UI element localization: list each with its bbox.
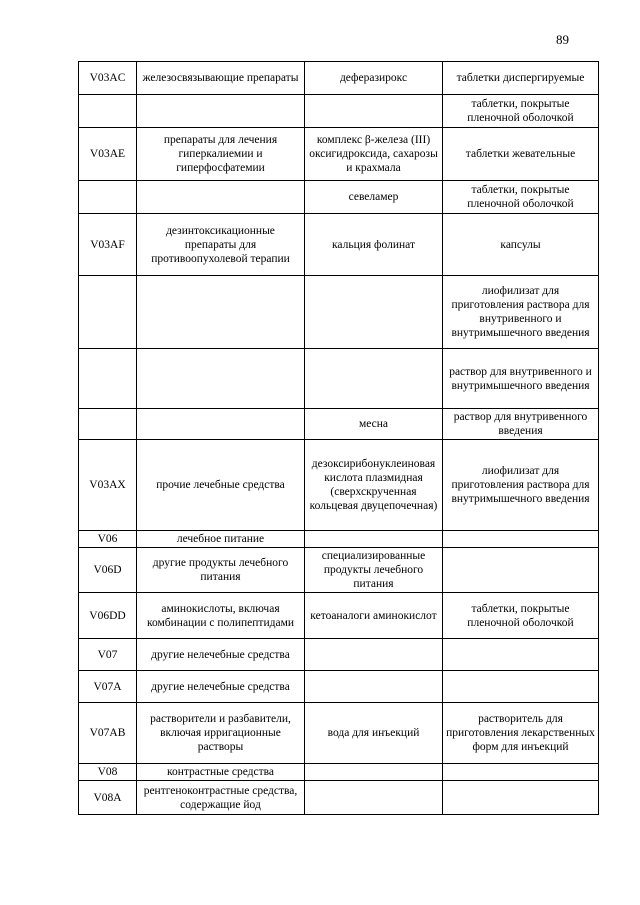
group-cell: дезинтоксикационные препараты для противоопухолевой терапии xyxy=(137,214,305,276)
atc-code-cell: V03AX xyxy=(79,440,137,531)
substance-cell: комплекс β-железа (III) оксигидроксида, сахарозы и крахмала xyxy=(305,128,443,181)
table-row xyxy=(79,639,599,671)
table-row xyxy=(79,531,599,548)
atc-code-cell: V06D xyxy=(79,548,137,593)
table-row xyxy=(79,593,599,639)
substance-cell: кальция фолинат xyxy=(305,214,443,276)
atc-code-cell xyxy=(79,349,137,409)
substance-cell xyxy=(305,781,443,815)
group-cell: другие нелечебные средства xyxy=(137,671,305,703)
table-row xyxy=(79,703,599,764)
table-row xyxy=(79,214,599,276)
atc-code-cell: V03AF xyxy=(79,214,137,276)
drug-classification-table xyxy=(78,61,599,815)
substance-cell xyxy=(305,349,443,409)
atc-code-cell xyxy=(79,95,137,128)
substance-cell: севеламер xyxy=(305,181,443,214)
dosage-form-cell xyxy=(443,531,599,548)
atc-code-cell: V03AE xyxy=(79,128,137,181)
group-cell xyxy=(137,95,305,128)
substance-cell: деферазирокс xyxy=(305,62,443,95)
dosage-form-cell xyxy=(443,671,599,703)
dosage-form-cell: лиофилизат для приготовления раствора для внутримышечного введения xyxy=(443,440,599,531)
dosage-form-cell: раствор для внутривенного и внутримышечного введения xyxy=(443,349,599,409)
group-cell: аминокислоты, включая комбинации с полипептидами xyxy=(137,593,305,639)
substance-cell: специализированные продукты лечебного питания xyxy=(305,548,443,593)
dosage-form-cell: раствор для внутривенного введения xyxy=(443,409,599,440)
group-cell xyxy=(137,276,305,349)
atc-code-cell: V08A xyxy=(79,781,137,815)
substance-cell xyxy=(305,95,443,128)
page-number: 89 xyxy=(556,32,569,47)
substance-cell xyxy=(305,764,443,781)
table-row xyxy=(79,349,599,409)
substance-cell xyxy=(305,276,443,349)
group-cell: контрастные средства xyxy=(137,764,305,781)
table-row xyxy=(79,548,599,593)
table-row xyxy=(79,181,599,214)
group-cell: лечебное питание xyxy=(137,531,305,548)
dosage-form-cell: таблетки жевательные xyxy=(443,128,599,181)
group-cell: железосвязывающие препараты xyxy=(137,62,305,95)
dosage-form-cell xyxy=(443,764,599,781)
table-row xyxy=(79,440,599,531)
dosage-form-cell: таблетки, покрытые пленочной оболочкой xyxy=(443,95,599,128)
substance-cell: месна xyxy=(305,409,443,440)
atc-code-cell: V07 xyxy=(79,639,137,671)
atc-code-cell: V03AC xyxy=(79,62,137,95)
group-cell: другие продукты лечебного питания xyxy=(137,548,305,593)
dosage-form-cell xyxy=(443,639,599,671)
dosage-form-cell: капсулы xyxy=(443,214,599,276)
group-cell: другие нелечебные средства xyxy=(137,639,305,671)
group-cell xyxy=(137,349,305,409)
dosage-form-cell: таблетки, покрытые пленочной оболочкой xyxy=(443,593,599,639)
table-row xyxy=(79,409,599,440)
atc-code-cell: V08 xyxy=(79,764,137,781)
group-cell xyxy=(137,181,305,214)
substance-cell: дезоксирибонуклеиновая кислота плазмидная (сверхскрученная кольцевая двуцепочечная) xyxy=(305,440,443,531)
dosage-form-cell: таблетки, покрытые пленочной оболочкой xyxy=(443,181,599,214)
dosage-form-cell: таблетки диспергируемые xyxy=(443,62,599,95)
substance-cell xyxy=(305,531,443,548)
atc-code-cell xyxy=(79,409,137,440)
table-row xyxy=(79,276,599,349)
table-row xyxy=(79,764,599,781)
group-cell: рентгеноконтрастные средства, содержащие йод xyxy=(137,781,305,815)
group-cell: препараты для лечения гиперкалиемии и гиперфосфатемии xyxy=(137,128,305,181)
table-row xyxy=(79,95,599,128)
atc-code-cell: V07AB xyxy=(79,703,137,764)
dosage-form-cell: растворитель для приготовления лекарственных форм для инъекций xyxy=(443,703,599,764)
atc-code-cell: V07A xyxy=(79,671,137,703)
table-row xyxy=(79,671,599,703)
atc-code-cell xyxy=(79,276,137,349)
dosage-form-cell xyxy=(443,781,599,815)
substance-cell: вода для инъекций xyxy=(305,703,443,764)
table-row xyxy=(79,128,599,181)
group-cell: растворители и разбавители, включая ирригационные растворы xyxy=(137,703,305,764)
substance-cell: кетоаналоги аминокислот xyxy=(305,593,443,639)
substance-cell xyxy=(305,671,443,703)
atc-code-cell: V06DD xyxy=(79,593,137,639)
atc-code-cell: V06 xyxy=(79,531,137,548)
dosage-form-cell xyxy=(443,548,599,593)
group-cell: прочие лечебные средства xyxy=(137,440,305,531)
group-cell xyxy=(137,409,305,440)
substance-cell xyxy=(305,639,443,671)
table-row xyxy=(79,781,599,815)
atc-code-cell xyxy=(79,181,137,214)
dosage-form-cell: лиофилизат для приготовления раствора для внутривенного и внутримышечного введения xyxy=(443,276,599,349)
table-row xyxy=(79,62,599,95)
